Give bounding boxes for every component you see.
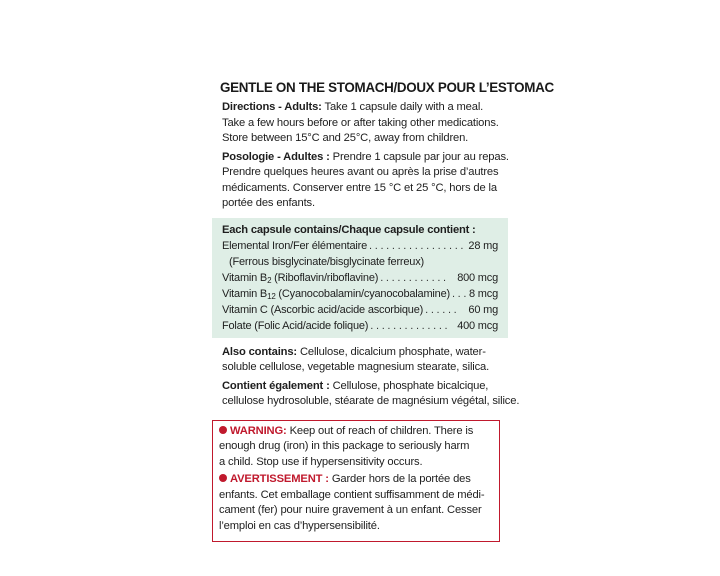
warning-box (212, 420, 500, 543)
label-title: GENTLE ON THE STOMACH/DOUX POUR L’ESTOMAC (220, 80, 554, 95)
directions-fr-line: médicaments. Conserver entre 15 °C et 25 °C, hors de la (222, 181, 497, 194)
ingredients-box (212, 218, 508, 338)
ingredient-amount: 28 mg (468, 239, 498, 252)
warning-fr-line: cament (fer) pour nuire gravement à un enfant. Cesser (219, 504, 482, 516)
warning-en (219, 424, 499, 471)
ingredient-amount: 8 mcg (469, 287, 498, 300)
also-contains-fr (222, 379, 520, 410)
ingredient-name (222, 270, 378, 286)
ingredient-name-prefix: Vitamin B (222, 287, 268, 300)
ingredient-row-folate (222, 318, 498, 334)
ingredient-name: Folate (Folic Acid/acide folique) (222, 319, 369, 332)
ingredient-subscript: 12 (267, 291, 276, 301)
leader-dots: . . . . . . . . . . . . (380, 271, 446, 284)
directions-fr-line: portée des enfants. (222, 197, 315, 209)
ingredient-subscript: 2 (267, 275, 272, 285)
ingredient-row-iron (222, 238, 498, 254)
label-panel (219, 80, 554, 542)
also-fr-line: Cellulose, phosphate bicalcique, (329, 379, 489, 392)
warning-en-line: a child. Stop use if hypersensitivity occurs. (219, 455, 423, 468)
directions-en-label: Directions - Adults: (222, 101, 322, 113)
warning-fr (219, 472, 499, 534)
ingredient-name: Elemental Iron/Fer élémentaire (222, 239, 368, 252)
directions-en-line: Take 1 capsule daily with a meal. (321, 101, 484, 113)
ingredient-name: Vitamin C (Ascorbic acid/acide ascorbique) (222, 303, 424, 316)
also-en-line: soluble cellulose, vegetable magnesium stearate, silica. (222, 361, 490, 373)
warning-fr-line: enfants. Cet emballage contient suffisamment de médi- (219, 488, 485, 501)
ingredient-note-text: (Ferrous bisglycinate/bisglycinate ferreux) (229, 255, 424, 268)
ingredient-name-rest: (Cyanocobalamin/cyanocobalamine) (275, 287, 450, 300)
directions-en-line: Store between 15°C and 25°C, away from children. (222, 132, 469, 144)
ingredient-amount: 800 mcg (457, 271, 498, 284)
ingredient-amount: 400 mcg (457, 319, 498, 332)
directions-fr-line: Prendre 1 capsule par jour au repas. (329, 150, 509, 163)
warning-en-line: Keep out of reach of children. There is (286, 424, 474, 437)
ingredient-row-b12 (222, 286, 498, 302)
ingredient-row-vitamin-c (222, 302, 498, 318)
also-fr-label: Contient également : (222, 379, 330, 392)
leader-dots: . . . . . . . . . . . . . . . . . (369, 239, 464, 252)
directions-fr (222, 150, 509, 212)
also-en-line: Cellulose, dicalcium phosphate, water- (296, 345, 486, 358)
ingredient-note (222, 254, 505, 270)
warning-fr-line: l’emploi en cas d’hypersensibilité. (219, 519, 380, 532)
directions-en (222, 100, 509, 147)
leader-dots: . . . . . . . . . . . . . . (370, 319, 448, 332)
directions-en-line: Take a few hours before or after taking other medications. (222, 116, 499, 129)
ingredient-row-b2 (222, 270, 498, 286)
warning-bullet-icon (219, 474, 227, 482)
warning-fr-line: Garder hors de la portée des (328, 473, 471, 485)
ingredient-name-prefix: Vitamin B (222, 271, 268, 284)
ingredient-name (222, 286, 450, 302)
also-fr-line: cellulose hydrosoluble, stéarate de magnésium végétal, silice. (222, 395, 520, 407)
warning-fr-label: AVERTISSEMENT : (230, 473, 329, 485)
warning-en-line: enough drug (iron) in this package to seriously harm (219, 440, 470, 452)
also-contains-en (222, 345, 509, 376)
ingredient-amount: 60 mg (468, 303, 498, 316)
directions-fr-label: Posologie - Adultes : (222, 150, 330, 163)
warning-en-label: WARNING: (230, 424, 287, 437)
leader-dots: . . . (451, 287, 467, 300)
also-en-label: Also contains: (222, 345, 297, 358)
ingredient-name-rest: (Riboflavin/riboflavine) (271, 271, 379, 284)
ingredients-heading: Each capsule contains/Chaque capsule contient : (222, 223, 476, 236)
leader-dots: . . . . . . (425, 303, 457, 316)
warning-bullet-icon (219, 426, 227, 434)
directions-fr-line: Prendre quelques heures avant ou après la prise d’autres (222, 166, 499, 178)
